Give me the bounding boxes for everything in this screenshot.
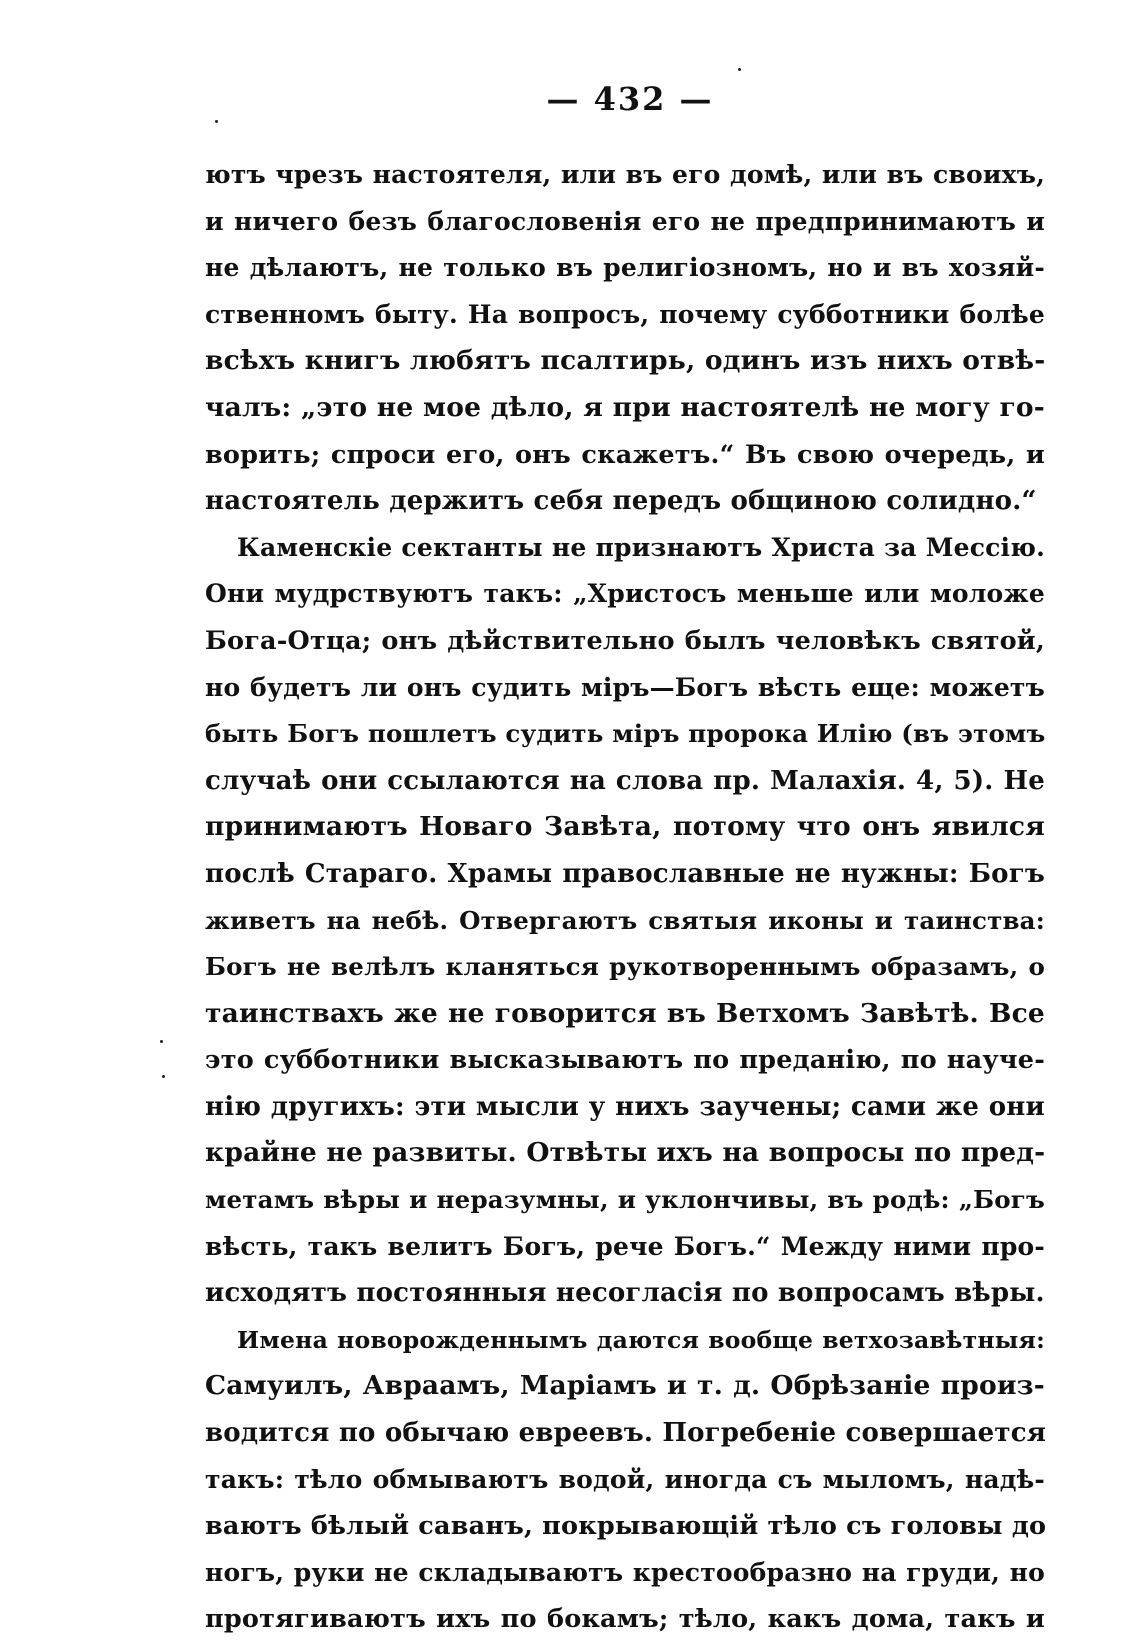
text-line: нію другихъ: эти мысли у нихъ заучены; сами же они [205, 1091, 1045, 1122]
text-line: принимаютъ Новаго Завѣта, потому что онъ явился [205, 811, 1045, 843]
print-speck [162, 1075, 165, 1078]
text-line: таинствахъ же не говорится въ Ветхомъ Завѣтѣ. Все [205, 997, 1045, 1029]
text-line: водится по обычаю евреевъ. Погребеніе совершается [205, 1418, 1047, 1449]
print-speck [738, 68, 741, 71]
text-line: Бога-Отца; онъ дѣйствительно былъ человѣкъ святой, [205, 625, 1045, 656]
text-line: метамъ вѣры и неразумны, и уклончивы, въ родѣ: „Богъ [205, 1185, 1045, 1215]
text-line: Каменскіе сектанты не признаютъ Христа за Мессію. [237, 532, 1045, 562]
text-line: ворить; спроси его, онъ скажетъ.“ Въ свою очередь, и [205, 439, 1045, 470]
print-speck [160, 1040, 163, 1043]
text-line: не дѣлаютъ, не только въ религіозномъ, но и въ хозяй- [205, 253, 1045, 283]
body-text [205, 152, 1045, 1643]
text-line: и ничего безъ благословенія его не предпринимаютъ и [205, 206, 1045, 236]
text-line: всѣхъ книгъ любятъ псалтирь, одинъ изъ нихъ отвѣ- [205, 345, 1046, 377]
text-line: случаѣ они ссылаются на слова пр. Малахія. 4, 5). Не [205, 765, 1045, 796]
text-line: это субботники высказываютъ по преданію, по науче- [205, 1045, 1045, 1076]
text-line: вѣсть, такъ велитъ Богъ, рече Богъ.“ Между ними про- [205, 1231, 1045, 1261]
text-line: Имена новорожденнымъ даются вообще ветхозавѣтныя: [237, 1325, 1045, 1354]
text-line: протягиваютъ ихъ по бокамъ; тѣло, какъ дома, такъ и [205, 1604, 1045, 1635]
text-line: ютъ чрезъ настоятеля, или въ его домѣ, или въ своихъ, [205, 160, 1045, 189]
text-line: Самуилъ, Авраамъ, Маріамъ и т. д. Обрѣзаніе произ- [205, 1370, 1045, 1402]
text-line: крайне не развиты. Отвѣты ихъ на вопросы по пред- [205, 1137, 1046, 1169]
text-line: чалъ: „это не мое дѣло, я при настоятелѣ не могу го- [205, 391, 1045, 423]
text-line: живетъ на небѣ. Отвергаютъ святыя иконы и таинства: [205, 905, 1045, 935]
text-line: но будетъ ли онъ судить міръ—Богъ вѣсть еще: можетъ [205, 672, 1045, 702]
text-line: настоятель держитъ себя передъ общиною солидно.“ [205, 486, 1037, 517]
text-line: быть Богъ пошлетъ судить міръ пророка Илію (въ этомъ [205, 719, 1046, 749]
page-number: — 432 — [546, 80, 714, 118]
text-line: ственномъ быту. На вопросъ, почему субботники болѣе [205, 299, 1045, 329]
print-speck [215, 120, 218, 123]
text-line: Они мудрствуютъ такъ: „Христосъ меньше или моложе [205, 579, 1045, 609]
text-line: исходятъ постоянныя несогласія по вопросамъ вѣры. [205, 1278, 1045, 1309]
text-line: послѣ Стараго. Храмы православные не нужны: Богъ [205, 858, 1045, 889]
text-line: Богъ не велѣлъ кланяться рукотвореннымъ образамъ, о [205, 952, 1045, 982]
text-line: ваютъ бѣлый саванъ, покрывающій тѣло съ головы до [205, 1511, 1047, 1542]
text-line: ногъ, руки не складываютъ крестообразно на груди, но [205, 1557, 1045, 1587]
text-line: такъ: тѣло обмываютъ водой, иногда съ мыломъ, надѣ- [205, 1464, 1045, 1494]
